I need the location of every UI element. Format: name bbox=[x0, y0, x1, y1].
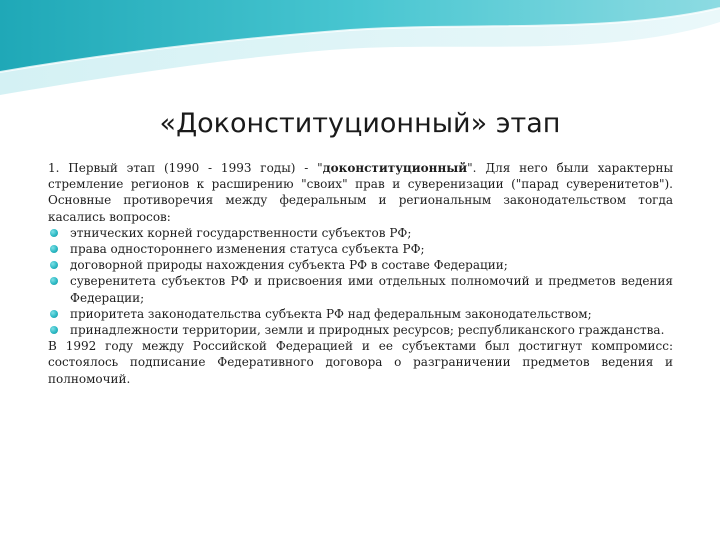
intro-bold-term: доконституционный bbox=[322, 161, 468, 175]
bullet-dot-icon bbox=[50, 277, 58, 285]
bullet-text: договорной природы нахождения субъекта РФ в составе Федерации; bbox=[70, 258, 508, 273]
bullet-dot-icon bbox=[50, 261, 58, 269]
bullet-item bbox=[48, 225, 673, 241]
bullet-item bbox=[48, 322, 673, 338]
bullet-item bbox=[48, 273, 673, 305]
intro-prefix: 1. Первый этап (1990 - 1993 годы) - " bbox=[48, 161, 323, 175]
bullet-text: приоритета законодательства субъекта РФ над федеральным законодательством; bbox=[70, 306, 592, 321]
bullet-text: принадлежности территории, земли и природных ресурсов; республиканского гражданства. bbox=[70, 323, 665, 338]
bullet-dot-icon bbox=[50, 310, 58, 318]
bullet-dot-icon bbox=[50, 229, 58, 237]
bullet-item bbox=[48, 257, 673, 273]
intro-paragraph bbox=[48, 160, 673, 225]
bullet-text: суверенитета субъектов РФ и присвоения ими отдельных полномочий и предметов ведения Федерации; bbox=[70, 274, 673, 305]
bullet-dot-icon bbox=[50, 326, 58, 334]
slide-body bbox=[48, 160, 673, 387]
bullet-text: права одностороннего изменения статуса субъекта РФ; bbox=[70, 242, 425, 257]
intro-suffix: ". Для него были характерны стремление регионов к расширению "своих" прав и суверенизации ("парад суверенитетов"). Основные противоречия между федеральным и региональным законодательством тогда касались вопросов: bbox=[48, 161, 673, 224]
slide-title: «Доконституционный» этап bbox=[159, 108, 561, 139]
header-wave-decoration bbox=[0, 0, 720, 110]
bullet-dot-icon bbox=[50, 245, 58, 253]
bullet-text: этнических корней государственности субъектов РФ; bbox=[70, 225, 412, 240]
bullet-list bbox=[48, 225, 673, 338]
bullet-item bbox=[48, 306, 673, 322]
bullet-item bbox=[48, 241, 673, 257]
closing-paragraph: В 1992 году между Российской Федерацией и ее субъектами был достигнут компромисс: состоялось подписание Федеративного договора о разграничении предметов ведения и полномочий. bbox=[48, 339, 673, 386]
